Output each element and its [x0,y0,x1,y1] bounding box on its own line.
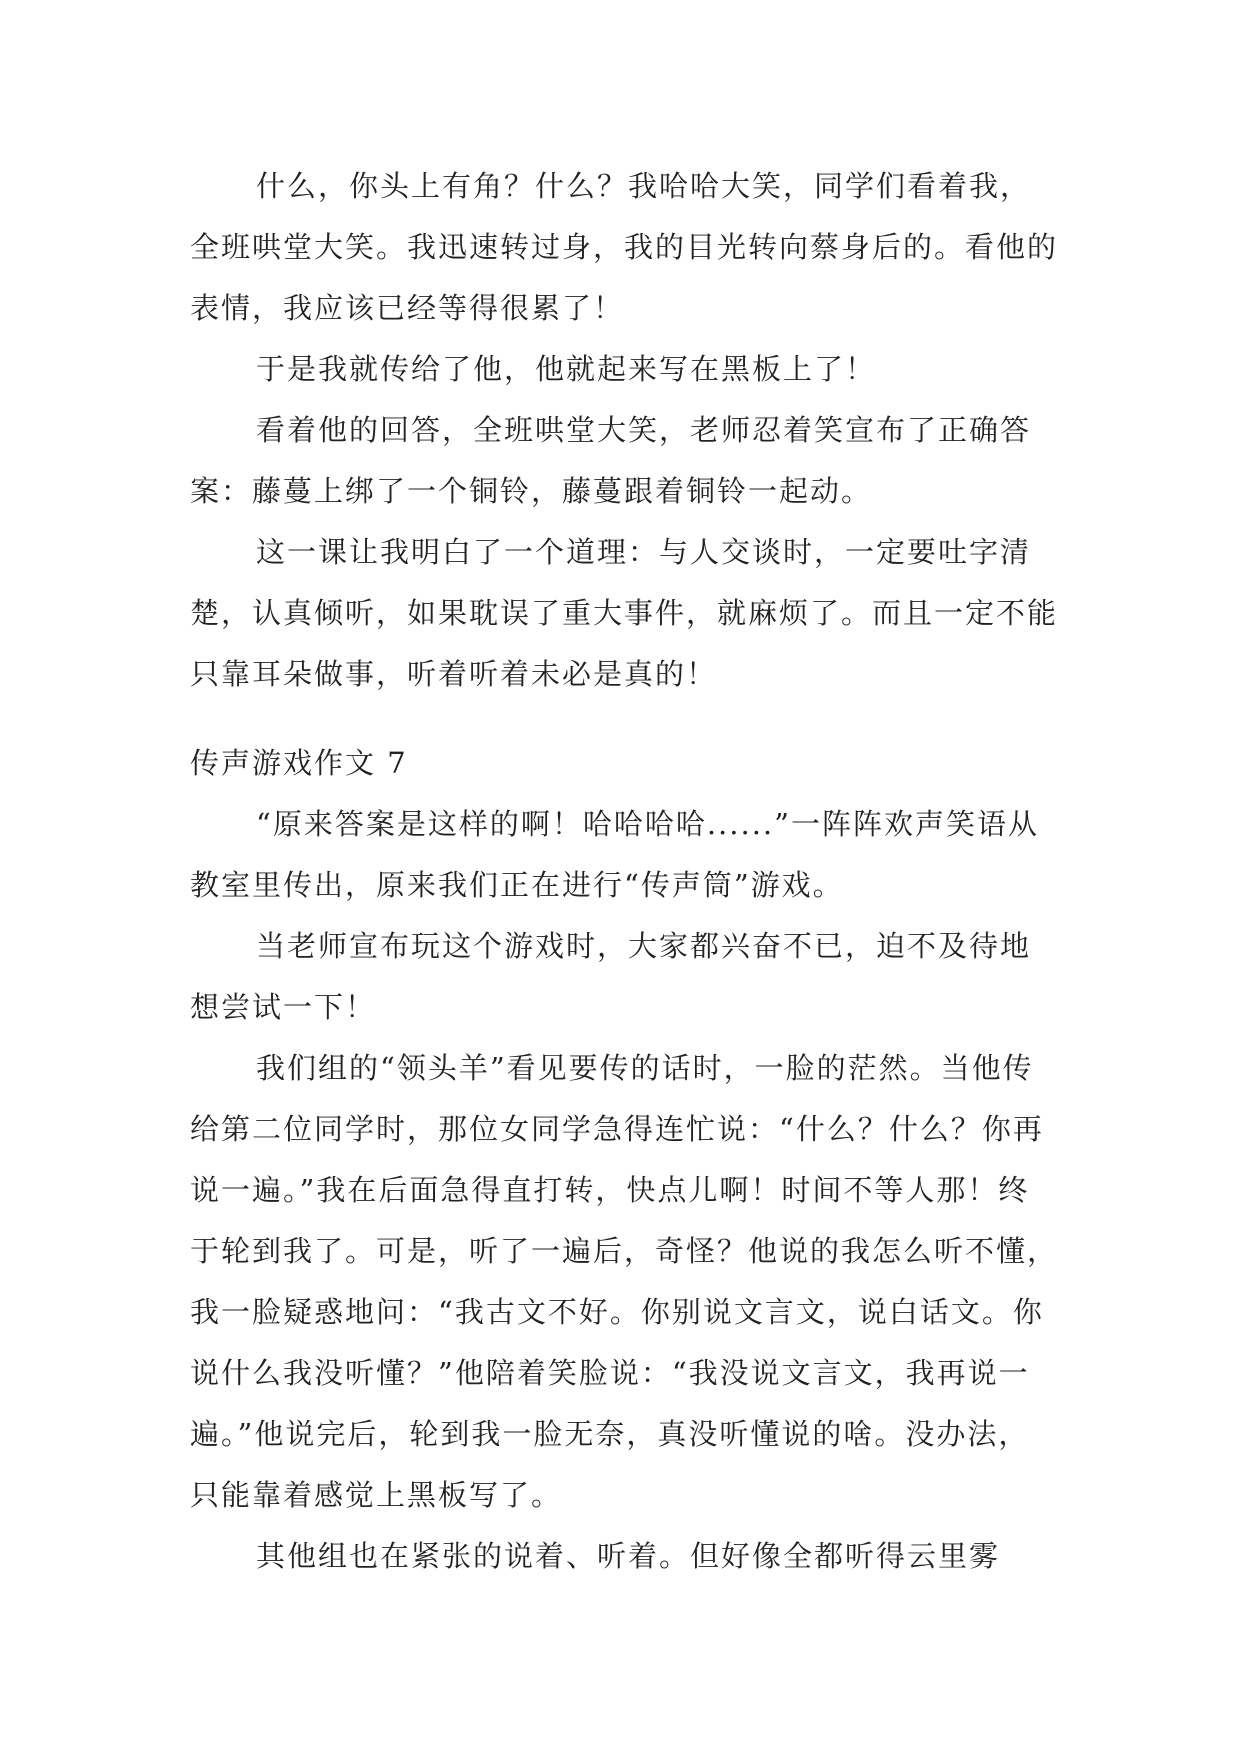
paragraph: “原来答案是这样的啊！哈哈哈哈......”一阵阵欢声笑语从教室里传出，原来我们正在进行“传声筒”游戏。 [190,807,1039,902]
paragraph: 看着他的回答，全班哄堂大笑，老师忍着笑宣布了正确答案：藤蔓上绑了一个铜铃，藤蔓跟着铜铃一起动。 [190,413,1032,508]
text-block-essay-7 [190,733,1060,1587]
section-heading: 传声游戏作文 7 [190,746,408,780]
paragraph: 我们组的“领头羊”看见要传的话时，一脸的茫然。当他传给第二位同学时，那位女同学急得连忙说：“什么？什么？你再说一遍。”我在后面急得直打转，快点儿啊！时间不等人那！终于轮到我了。可是，听了一遍后，奇怪？他说的我怎么听不懂，我一脸疑惑地问：“我古文不好。你别说文言文，说白话文。你说什么我没听懂？”他陪着笑脸说：“我没说文言文，我再说一遍。”他说完后，轮到我一脸无奈，真没听懂说的啥。没办法，只能靠着感觉上黑板写了。 [190,1051,1059,1512]
text-block-top [190,156,1060,705]
paragraph: 当老师宣布玩这个游戏时，大家都兴奋不已，迫不及待地想尝试一下！ [190,929,1032,1024]
paragraph: 于是我就传给了他，他就起来写在黑板上了！ [256,352,877,386]
paragraph: 其他组也在紧张的说着、听着。但好像全都听得云里雾 [256,1539,1001,1573]
paragraph: 这一课让我明白了一个道理：与人交谈时，一定要吐字清楚，认真倾听，如果耽误了重大事件，就麻烦了。而且一定不能只靠耳朵做事，听着听着未必是真的！ [190,535,1059,691]
paragraph: 什么，你头上有角？什么？我哈哈大笑，同学们看着我，全班哄堂大笑。我迅速转过身，我的目光转向蔡身后的。看他的表情，我应该已经等得很累了！ [190,169,1059,325]
